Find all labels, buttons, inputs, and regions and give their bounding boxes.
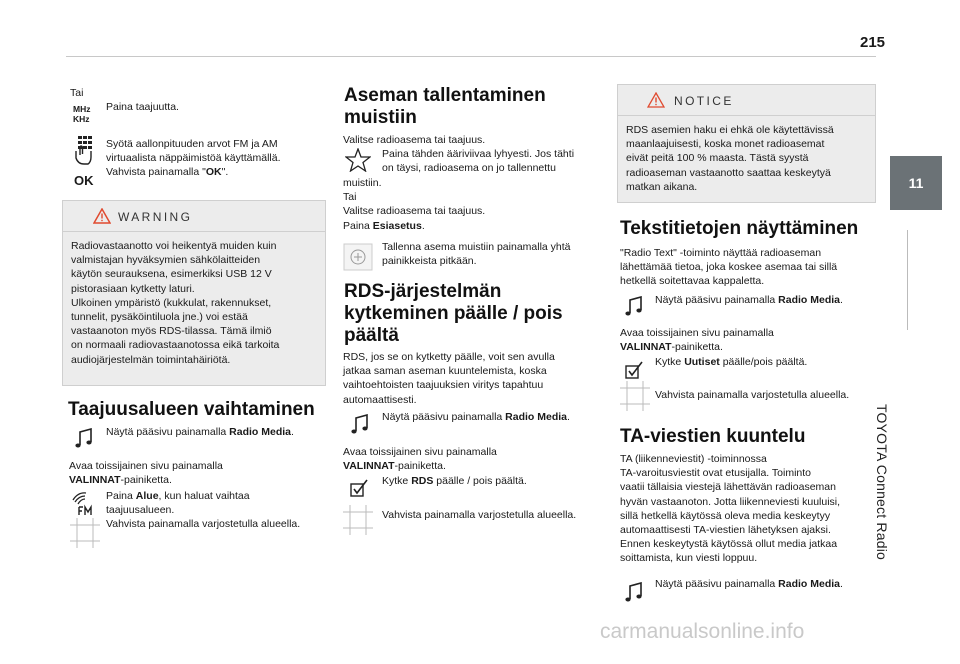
ta-body-line: TA (liikenneviestit) -toiminnossa [620, 453, 767, 465]
radio-media-label: Radio Media [778, 294, 840, 306]
checkbox-icon [624, 360, 646, 380]
warning-icon [93, 208, 111, 224]
select-station-text-2: Valitse radioasema tai taajuus. [343, 205, 486, 218]
warning-box [62, 200, 326, 386]
open-sub-line: Avaa toissijainen sivu painamalla [69, 460, 223, 472]
news-prefix: Kytke [655, 356, 685, 368]
rds-toggle-prefix: Kytke [382, 475, 412, 487]
warning-line: on normaali radiovastaanotossa eikä tarkoita [71, 339, 280, 352]
ta-body-line: vaatii tällaisia viestejä lähettävän radioaseman [620, 481, 836, 494]
ta-body-line: soittamista, kun viesti loppuu. [620, 552, 758, 565]
rds-heading [344, 281, 563, 347]
band-text [106, 489, 300, 532]
show-home-prefix: Näytä pääsivu painamalla [655, 294, 779, 306]
notice-title: NOTICE [674, 94, 734, 108]
notice-header [618, 85, 875, 116]
shaded-area-icon [620, 381, 650, 411]
open-sub-suffix: -painiketta. [120, 474, 172, 487]
show-home-suffix: . [291, 426, 294, 438]
band-prefix: Paina [106, 490, 136, 502]
band-bold: Alue [135, 490, 159, 502]
star-line-3: muistiin. [343, 177, 382, 189]
shaded-area-icon [70, 518, 100, 548]
watermark: carmanualsonline.info [600, 620, 805, 643]
show-home-prefix: Näytä pääsivu painamalla [382, 411, 506, 423]
news-toggle-text [655, 355, 807, 369]
text-body-line: "Radio Text" -toiminto näyttää radioaseman [620, 247, 822, 259]
ta-body-line: Ennen keskeytystä käytössä ollut media jatkaa [620, 538, 838, 551]
side-divider [907, 230, 908, 330]
confirm-ok-line [106, 165, 281, 179]
open-sub-line: Avaa toissijainen sivu painamalla [620, 327, 774, 339]
after-star-text [343, 176, 485, 233]
notice-body [626, 123, 834, 194]
options-label: VALINNAT [620, 341, 672, 354]
show-home-prefix: Näytä pääsivu painamalla [655, 578, 779, 590]
store-line-2: painikkeista pitkään. [382, 255, 477, 268]
confirm-area-text: Vahvista painamalla varjostetulla alueella. [382, 509, 577, 521]
save-heading-line-2: muistiin [344, 107, 417, 128]
show-home-suffix: . [840, 578, 843, 590]
rds-body [343, 350, 555, 407]
ta-body-line: TA-varoitusviestit ovat etusijalla. Toiminto [620, 467, 812, 480]
star-text [382, 147, 574, 175]
rds-heading-line-2: kytkeminen päälle / pois [344, 303, 563, 324]
music-note-icon [624, 582, 644, 604]
save-heading-line-1: Aseman tallentaminen [344, 85, 546, 106]
radio-media-label: Radio Media [229, 426, 291, 438]
show-home-text [382, 410, 570, 424]
notice-line: radioaseman vastaanotto saattaa keskeytyä [626, 166, 831, 179]
or-text: Tai [343, 191, 357, 204]
select-station-text: Valitse radioasema tai taajuus. [343, 134, 486, 146]
store-text [382, 240, 571, 268]
radio-media-label: Radio Media [505, 411, 567, 423]
open-sub-suffix: -painiketta. [394, 460, 446, 473]
warning-line: pistorasiaan kytketty laturi. [71, 282, 195, 295]
radio-media-label: Radio Media [778, 578, 840, 590]
keypad-line-1: Syötä aallonpituuden arvot FM ja AM [106, 138, 278, 150]
warning-line: valmistajan hyväksymien sähkölaitteiden [71, 254, 261, 267]
text-body [620, 246, 837, 289]
rds-toggle-suffix: päälle / pois päältä. [433, 475, 527, 487]
confirm-area-text: Vahvista painamalla varjostetulla alueella. [106, 518, 301, 531]
notice-line: matkan aikana. [626, 180, 698, 193]
music-note-icon [624, 296, 644, 318]
text-body-line: hetkellä soitettavaa kappaletta. [620, 275, 765, 288]
music-note-icon [350, 414, 370, 436]
open-sub-line: Avaa toissijainen sivu painamalla [343, 446, 497, 458]
header-rule [66, 56, 876, 57]
warning-line: vastaanoton myös RDS-tilassa. Tämä ilmiö [71, 325, 272, 338]
show-home-suffix: . [567, 411, 570, 423]
rds-heading-line-1: RDS-järjestelmän [344, 281, 502, 302]
keypad-icon [72, 135, 98, 165]
ok-icon: OK [74, 173, 94, 188]
options-label: VALINNAT [343, 460, 395, 473]
options-label: VALINNAT [69, 474, 121, 487]
ta-body-line: automaattisesti TA-viestien lähetyksen ajaksi. [620, 524, 831, 537]
tap-tuning-text: Paina taajuutta. [106, 101, 179, 113]
chapter-tab: 11 [890, 156, 942, 210]
band-heading: Taajuusalueen vaihtaminen [68, 399, 315, 420]
warning-line: audiojärjestelmän toimintahäiriötä. [71, 353, 231, 366]
keypad-text [106, 137, 281, 180]
warning-line: Ulkoinen ympäristö (kukkulat, rakennukset, [71, 296, 272, 309]
shaded-area-icon [343, 505, 373, 535]
press-prefix: Paina [343, 219, 373, 232]
confirm-area-text: Vahvista painamalla varjostetulla alueella. [655, 389, 850, 401]
star-outline-icon [345, 148, 371, 172]
chapter-title: TOYOTA Connect Radio [874, 404, 890, 560]
warning-title: WARNING [118, 210, 193, 224]
warning-line: tunnelit, pysäköintiluola jne.) voi estää [71, 311, 248, 324]
open-sub-text [343, 445, 497, 473]
ta-body [620, 452, 840, 566]
keypad-line-2: virtuaalista näppäimistöä käyttämällä. [106, 152, 281, 165]
notice-line: RDS asemien haku ei ehkä ole käytettävissä [626, 124, 834, 136]
news-label: Uutiset [684, 356, 720, 368]
warning-body [71, 239, 279, 367]
mhz-khz-icon [73, 104, 90, 124]
open-sub-text [69, 459, 223, 487]
show-home-text [655, 293, 843, 307]
text-body-line: lähettämää tietoa, joka koskee asemaa tai sillä [620, 261, 838, 274]
press-suffix: . [421, 219, 425, 232]
text-heading: Tekstitietojen näyttäminen [620, 218, 859, 239]
preset-label: Esiasetus [372, 219, 422, 232]
ta-heading: TA-viestien kuuntelu [620, 426, 806, 447]
rds-body-line: vaihtoehtoisten taajuuksien viritys tapahtuu [343, 379, 544, 392]
confirm-ok-bold: OK [205, 166, 222, 179]
open-sub-text [620, 326, 774, 354]
band-suffix: , kun haluat vaihtaa [158, 490, 250, 502]
show-home-text [655, 577, 843, 591]
rds-body-line: automaattisesti. [343, 393, 417, 406]
show-home-text [106, 425, 294, 439]
mhz-label: MHz [73, 104, 91, 114]
band-fm-icon [70, 490, 98, 518]
warning-line: Radiovastaanotto voi heikentyä muiden kuin [71, 240, 277, 252]
page-number: 215 [860, 34, 886, 51]
rds-heading-line-3: päältä [344, 325, 399, 346]
store-line-1: Tallenna asema muistiin painamalla yhtä [382, 241, 571, 253]
ta-body-line: sillä hetkellä käytössä oleva media keskeytyy [620, 509, 831, 522]
band-line-2: taajuusalueen. [106, 504, 175, 517]
music-note-icon [74, 428, 94, 450]
star-line-2: on täysi, radioasema on jo tallennettu [382, 162, 556, 175]
checkbox-icon [349, 478, 371, 498]
notice-box [617, 84, 876, 203]
open-sub-suffix: -painiketta. [671, 341, 723, 354]
star-line-1: Paina tähden ääriviivaa lyhyesti. Jos tähti [382, 148, 575, 160]
warning-header [63, 201, 325, 232]
rds-body-line: jatkaa saman aseman kuuntelemista, koska [343, 365, 547, 378]
rds-label: RDS [411, 475, 434, 487]
rds-toggle-text [382, 474, 527, 488]
or-text: Tai [70, 87, 84, 99]
rds-body-line: RDS, jos se on kytketty päälle, voit sen avulla [343, 351, 555, 363]
notice-line: maanlaajuisesti, koska monet radioasemat [626, 138, 825, 151]
warning-line: käytön seurauksena, esimerkiksi USB 12 V [71, 268, 272, 281]
news-suffix: päälle/pois päältä. [719, 356, 808, 368]
show-home-prefix: Näytä pääsivu painamalla [106, 426, 230, 438]
ta-body-line: hyvän vastaanoton. Jotta liikenneviesti kuuluisi, [620, 495, 841, 508]
confirm-suffix: ". [221, 166, 229, 179]
preset-add-icon [343, 243, 373, 271]
notice-icon [647, 92, 665, 108]
notice-line: eivät peitä 100 % maasta. Tästä syystä [626, 152, 809, 165]
show-home-suffix: . [840, 294, 843, 306]
confirm-prefix: Vahvista painamalla " [106, 166, 206, 179]
khz-label: KHz [73, 114, 90, 124]
save-heading [344, 85, 546, 129]
